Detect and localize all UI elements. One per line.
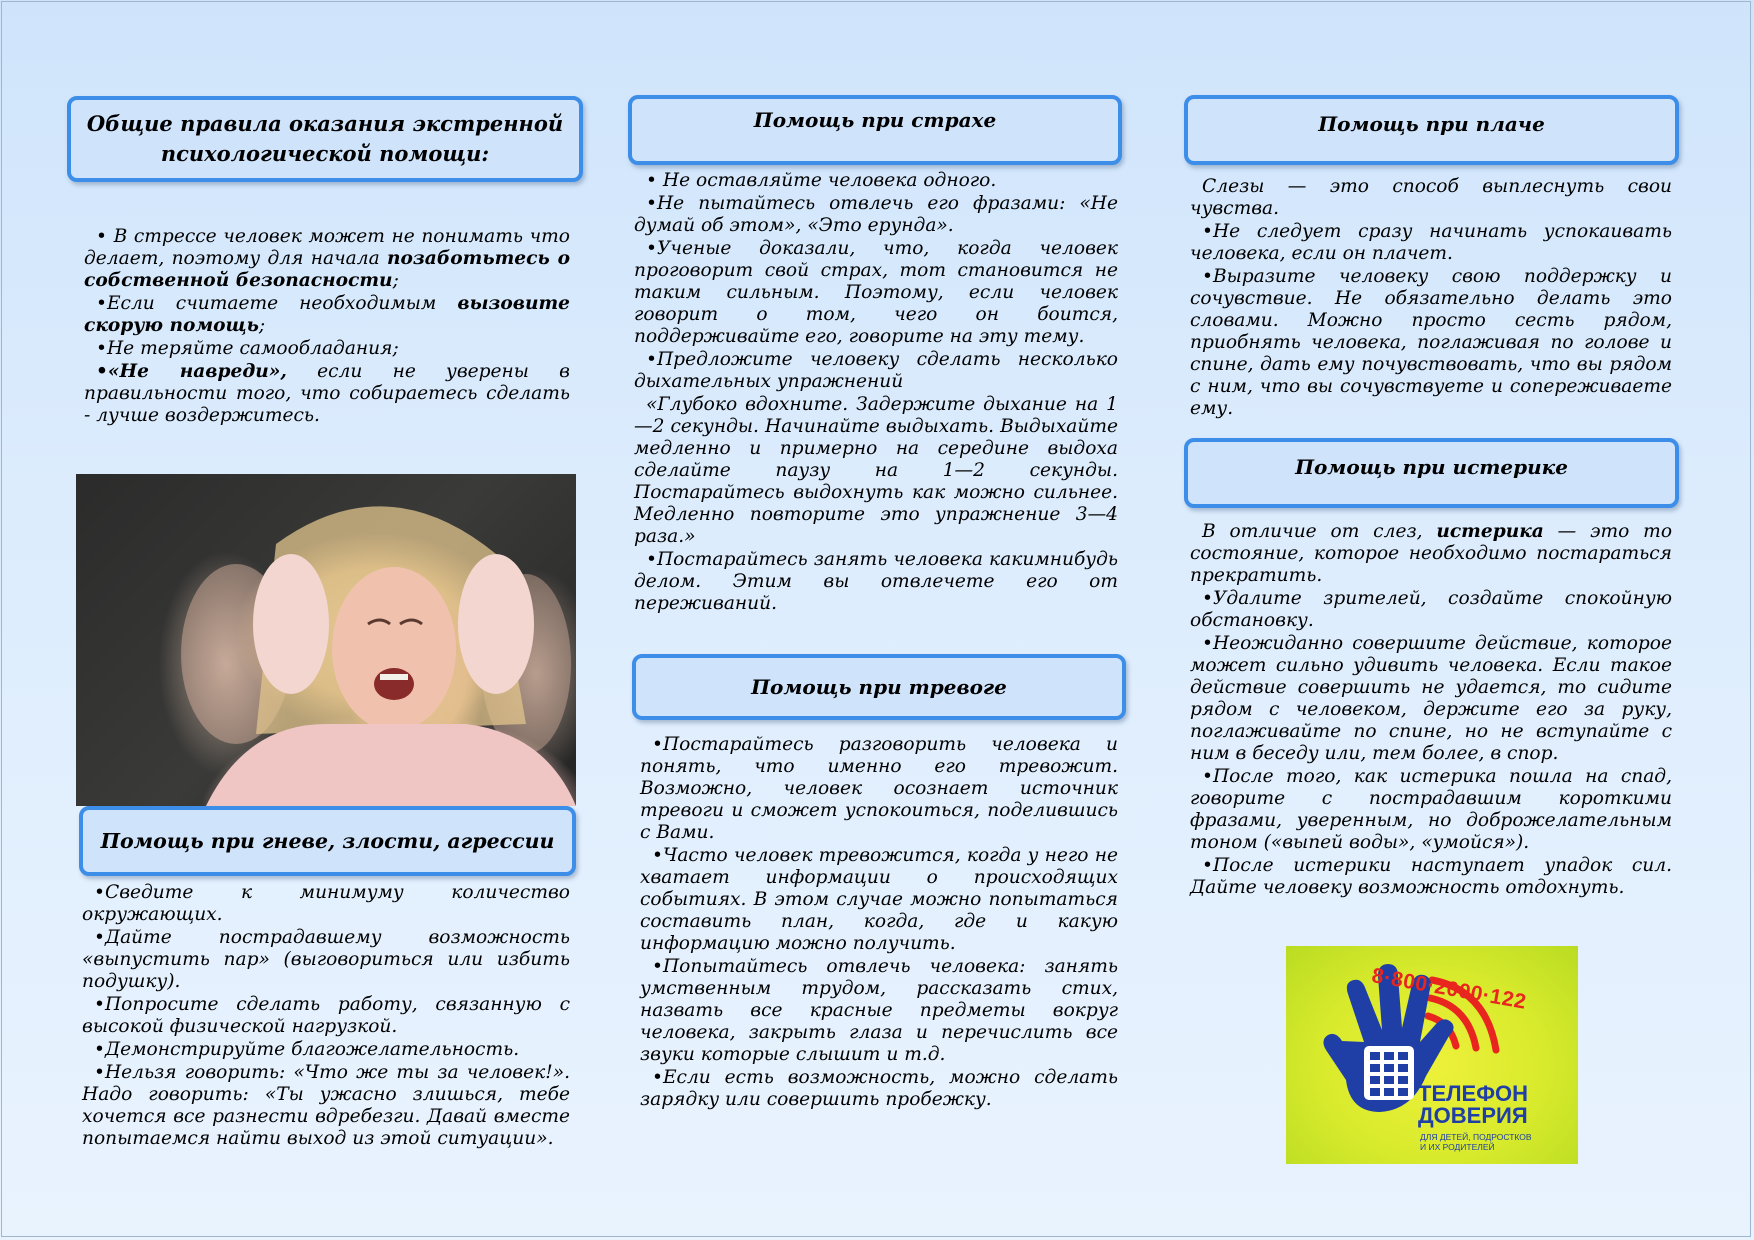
general-rule-item: •Не теряйте самообладания; (96, 338, 399, 359)
general-rule-item: • В стрессе человек может не понимать что делает, поэтому для начала позаботьтесь о собственной безопасности; (84, 226, 570, 291)
anger-heading: Помощь при гневе, злости, агрессии (100, 829, 555, 853)
hysteria-item: •После того, как истерика пошла на спад, говорите с пострадавшим короткими фразами, уверенным, но доброжелательным тоном («выпей воды», «умойся»). (1190, 766, 1672, 853)
anxiety-heading-box (632, 654, 1126, 720)
anxiety-item: •Попытайтесь отвлечь человека: занять умственным трудом, рассказать стих, назвать все красные предметы вокруг человека, закрыть глаза и перечислить все звуки которые слышит и т.д. (640, 956, 1118, 1065)
anxiety-item: •Если есть возможность, можно сделать зарядку или совершить пробежку. (640, 1067, 1118, 1110)
helpline-phone: 8·800·2000·122 (1370, 964, 1529, 1014)
crying-item: Слезы — это способ выплеснуть свои чувства. (1190, 176, 1672, 219)
anxiety-item: •Постарайтесь разговорить человека и понять, что именно его тревожит. Возможно, человек осознает источник тревоги и сможет успокоиться, поделившись с Вами. (640, 734, 1118, 843)
general-rules-heading: Общие правила оказания экстренной психологической помощи: (86, 111, 564, 166)
helpline-subtitle-1: ДЛЯ ДЕТЕЙ, ПОДРОСТКОВ (1420, 1132, 1532, 1142)
anger-item: •Демонстрируйте благожелательность. (94, 1039, 520, 1060)
photo-stressed-woman (76, 474, 576, 806)
hysteria-item: •Удалите зрителей, создайте спокойную обстановку. (1190, 588, 1672, 631)
anger-item: •Попросите сделать работу, связанную с высокой физической нагрузкой. (82, 994, 570, 1037)
crying-heading-box (1184, 95, 1679, 165)
anxiety-item: •Часто человек тревожится, когда у него не хватает информации о происходящих событиях. В этом случае можно попытаться составить план, когда, где и какую информацию можно получить. (640, 845, 1118, 954)
helpline-title-2: ДОВЕРИЯ (1418, 1103, 1528, 1128)
fear-heading-box (628, 95, 1122, 165)
hysteria-intro: В отличие от слез, истерика — это то состояние, которое необходимо постараться прекратить. (1190, 521, 1673, 586)
fear-heading: Помощь при страхе (753, 108, 997, 132)
fear-list (634, 170, 1118, 616)
helpline-logo (1286, 946, 1578, 1164)
general-rule-item: •Если считаете необходимым вызовите скорую помощь; (84, 293, 570, 336)
general-rules-list (84, 226, 570, 428)
hysteria-list (1190, 521, 1672, 900)
fear-item: •Постарайтесь занять человека какимнибудь делом. Этим вы отвлечете его от переживаний. (634, 549, 1118, 614)
hysteria-heading: Помощь при истерике (1295, 455, 1568, 479)
anxiety-list (640, 734, 1118, 1112)
anger-item: •Дайте пострадавшему возможность «выпустить пар» (выговориться или избить подушку). (82, 927, 570, 992)
crying-list (1190, 176, 1672, 421)
anger-item: •Нельзя говорить: «Что же ты за человек!». Надо говорить: «Ты ужасно злишься, тебе хочется все разнести вдребезги. Давай вместе попытаемся найти выход из этой ситуации». (82, 1062, 570, 1149)
general-rule-item: •«Не навреди», если не уверены в правильности того, что собираетесь сделать - лучше воздержитесь. (84, 361, 570, 426)
photo-illustration (76, 474, 576, 806)
anger-list (82, 882, 570, 1151)
hysteria-heading-box (1184, 438, 1679, 508)
helpline-title-1: ТЕЛЕФОН (1418, 1081, 1528, 1106)
fear-item: •Предложите человеку сделать несколько дыхательных упражнений (634, 349, 1118, 392)
helpline-subtitle-2: И ИХ РОДИТЕЛЕЙ (1420, 1142, 1495, 1152)
anxiety-heading: Помощь при тревоге (751, 675, 1007, 699)
fear-item: •Ученые доказали, что, когда человек проговорит свой страх, тот становится не таким сильным. Поэтому, если человек говорит о том, чего он боится, поддерживайте его, говорите на эту тему. (634, 238, 1118, 347)
fear-item: •Не пытайтесь отвлечь его фразами: «Не думай об этом», «Это ерунда». (634, 193, 1118, 236)
crying-item: •Не следует сразу начинать успокаивать человека, если он плачет. (1190, 221, 1672, 264)
crying-heading: Помощь при плаче (1318, 112, 1545, 136)
hysteria-item: •После истерики наступает упадок сил. Дайте человеку возможность отдохнуть. (1190, 855, 1672, 898)
fear-item: «Глубоко вдохните. Задержите дыхание на 1—2 секунды. Начинайте выдыхать. Выдыхайте медленно и примерно на середине выдоха сделайте паузу на 1—2 секунды. Постарайтесь выдохнуть как можно сильнее. Медленно повторите это упражнение 3—4 раза.» (634, 394, 1118, 547)
crying-item: •Выразите человеку свою поддержку и сочувствие. Не обязательно делать это словами. Можно просто сесть рядом, приобнять человека, поглаживая по голове и спине, дать ему почувствовать, что вы рядом с ним, что вы сочувствуете и сопереживаете ему. (1190, 266, 1672, 419)
anger-heading-box (79, 806, 576, 876)
hysteria-item: •Неожиданно совершите действие, которое может сильно удивить человека. Если такое действие совершить не удается, то сидите рядом с человеком, держите его за руку, поглаживайте по спине, но не вступайте с ним в беседу или, тем более, в спор. (1190, 633, 1672, 764)
general-rules-heading-box (67, 96, 583, 182)
anger-item: •Сведите к минимуму количество окружающих. (82, 882, 570, 925)
fear-item: • Не оставляйте человека одного. (646, 170, 997, 191)
